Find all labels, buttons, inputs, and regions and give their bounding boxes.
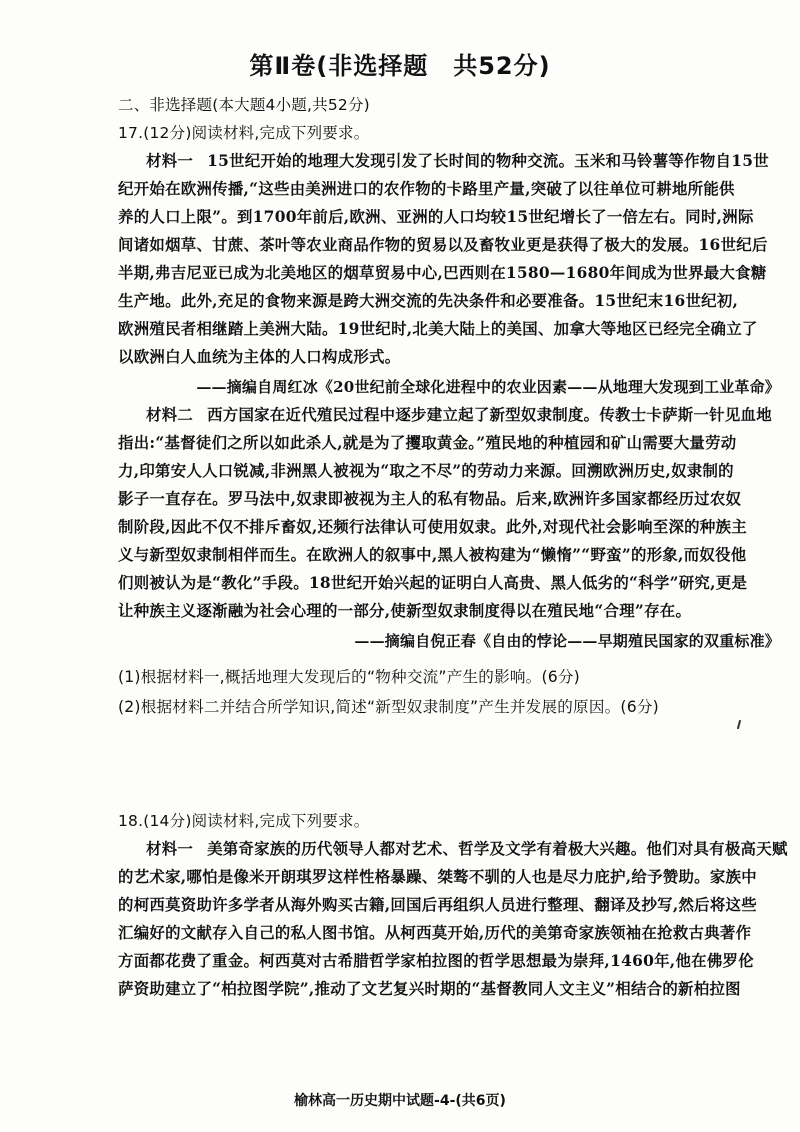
q18-material1-line-1: 材料一 美第奇家族的历代领导人都对艺术、哲学及文学有着极大兴趣。他们对具有极高天赋 xyxy=(146,840,788,858)
q17-subquestion-1: (1)根据材料一,概括地理大发现后的“物种交流”产生的影响。(6分) xyxy=(118,668,580,686)
q17-material2-line-4: 影子一直存在。罗马法中,奴隶即被视为主人的私有物品。后来,欧洲许多国家都经历过农奴 xyxy=(118,490,742,508)
q17-material1-line-3: 养的人口上限”。到1700年前后,欧洲、亚洲的人口均较15世纪增长了一倍左右。同时,洲际 xyxy=(118,208,754,226)
part-title: 第Ⅱ卷(非选择题 共52分) xyxy=(249,52,551,80)
q17-material2-line-3: 力,印第安人人口锐减,非洲黑人被视为“取之不尽”的劳动力来源。回溯欧洲历史,奴隶制的 xyxy=(118,462,734,480)
q17-material2-line-8: 让种族主义逐渐融为社会心理的一部分,使新型奴隶制度得以在殖民地“合理”存在。 xyxy=(118,602,692,620)
q17-material1-source: ——摘编自周红冰《20世纪前全球化进程中的农业因素——从地理大发现到工业革命》 xyxy=(196,378,780,396)
q18-heading: 18.(14分)阅读材料,完成下列要求。 xyxy=(118,812,370,830)
q17-material2-label: 材料二 xyxy=(146,406,194,424)
q17-material1-line-7: 欧洲殖民者相继踏上美洲大陆。19世纪时,北美大陆上的美国、加拿大等地区已经完全确立了 xyxy=(118,320,758,338)
q17-material1-line-8: 以欧洲白人血统为主体的人口构成形式。 xyxy=(118,348,401,366)
q17-material2-line-2: 指出:“基督徒们之所以如此杀人,就是为了攫取黄金。”殖民地的种植园和矿山需要大量劳动 xyxy=(118,434,737,452)
q17-material1-line-6: 生产地。此外,充足的食物来源是跨大洲交流的先决条件和必要准备。15世纪末16世纪初, xyxy=(118,292,739,310)
q17-material1-line-2: 纪开始在欧洲传播,“这些由美洲进口的农作物的卡路里产量,突破了以往单位可耕地所能供 xyxy=(118,180,735,198)
q17-material2-line-6: 义与新型奴隶制相伴而生。在欧洲人的叙事中,黑人被构建为“懒惰”“野蛮”的形象,而奴役他 xyxy=(118,546,747,564)
q17-material1-line-1: 材料一 15世纪开始的地理大发现引发了长时间的物种交流。玉米和马铃薯等作物自15世 xyxy=(146,152,769,170)
q17-material1-label: 材料一 xyxy=(146,152,194,170)
q18-material1-label: 材料一 xyxy=(146,840,194,858)
q18-material1-line-3: 的柯西莫资助许多学者从海外购买古籍,回国后再组织人员进行整理、翻译及抄写,然后将这些 xyxy=(118,896,757,914)
section-heading: 二、非选择题(本大题4小题,共52分) xyxy=(118,96,370,114)
q18-material1-line-5: 方面都花费了重金。柯西莫对古希腊哲学家柏拉图的哲学思想最为崇拜,1460年,他在佛罗伦 xyxy=(118,952,754,970)
page-footer: 榆林高一历史期中试题-4-(共6页) xyxy=(294,1093,506,1109)
q18-material1-line-2: 的艺术家,哪怕是像米开朗琪罗这样性格暴躁、桀骜不驯的人也是尽力庇护,给予赞助。家族中 xyxy=(118,868,757,886)
q17-material1-line-5: 半期,弗吉尼亚已成为北美地区的烟草贸易中心,巴西则在1580—1680年间成为世界最大食糖 xyxy=(118,264,767,282)
q17-material2-line-5: 制阶段,因此不仅不排斥畜奴,还频行法律认可使用奴隶。此外,对现代社会影响至深的种族主 xyxy=(118,518,747,536)
q17-material1-line-4: 间诸如烟草、甘蔗、茶叶等农业商品作物的贸易以及畜牧业更是获得了极大的发展。16世纪后 xyxy=(118,236,768,254)
q17-subquestion-2: (2)根据材料二并结合所学知识,简述“新型奴隶制度”产生并发展的原因。(6分) xyxy=(118,698,659,716)
q17-heading: 17.(12分)阅读材料,完成下列要求。 xyxy=(118,124,370,142)
scan-mark xyxy=(737,720,741,729)
q18-material1-line-6: 萨资助建立了“柏拉图学院”,推动了文艺复兴时期的“基督教同人文主义”相结合的新柏拉图 xyxy=(118,980,741,998)
q17-material2-line-7: 们则被认为是“教化”手段。18世纪开始兴起的证明白人高贵、黑人低劣的“科学”研究,更是 xyxy=(118,574,748,592)
q17-material2-source: ——摘编自倪正春《自由的悖论——早期殖民国家的双重标准》 xyxy=(354,632,780,650)
q18-material1-line-4: 汇编好的文献存入自己的私人图书馆。从柯西莫开始,历代的美第奇家族领袖在抢救古典著作 xyxy=(118,924,752,942)
q17-material2-line-1: 材料二 西方国家在近代殖民过程中逐步建立起了新型奴隶制度。传教士卡萨斯一针见血地 xyxy=(146,406,772,424)
